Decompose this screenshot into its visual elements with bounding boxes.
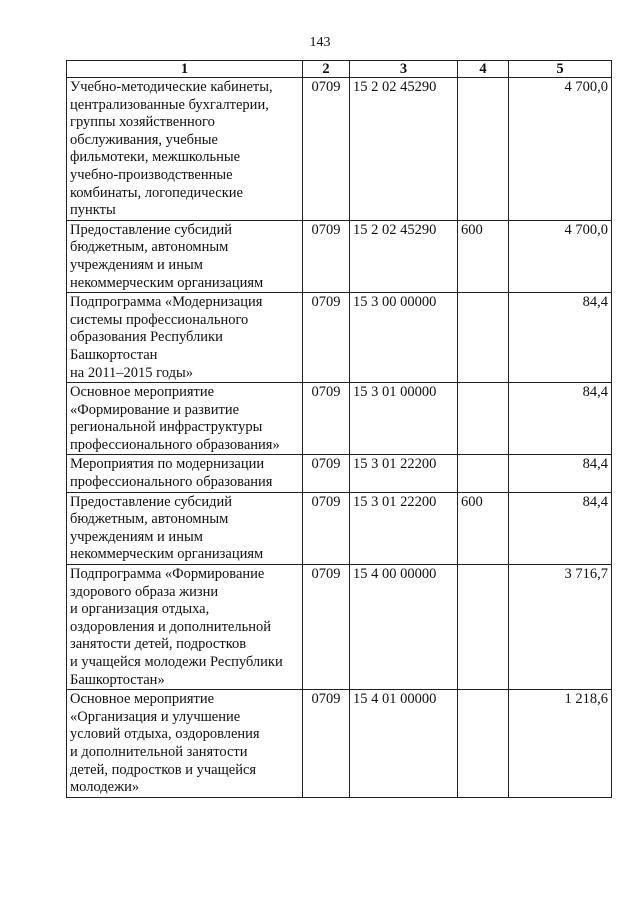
row-name-line: детей, подростков и учащейся bbox=[70, 761, 257, 778]
row-name-line: некоммерческим организациям bbox=[70, 274, 264, 291]
row-code-cell: 15 2 02 45290 bbox=[350, 220, 458, 292]
row-name-line: группы хозяйственного bbox=[70, 114, 215, 131]
row-name-line: занятости детей, подростков bbox=[70, 636, 247, 653]
row-name-line: некоммерческим организациям bbox=[70, 546, 264, 563]
table-row bbox=[67, 293, 612, 383]
header-cell-3: 3 bbox=[350, 61, 458, 78]
row-type-cell bbox=[458, 690, 509, 798]
row-name-cell bbox=[67, 690, 303, 798]
row-code-cell: 15 4 00 00000 bbox=[350, 565, 458, 690]
row-name-line: региональной инфраструктуры bbox=[70, 419, 263, 436]
header-cell-5: 5 bbox=[509, 61, 612, 78]
row-section-cell: 0709 bbox=[303, 455, 350, 492]
header-cell-2: 2 bbox=[303, 61, 350, 78]
row-name-line: «Организация и улучшение bbox=[70, 708, 241, 725]
row-amount-cell: 4 700,0 bbox=[509, 220, 612, 292]
row-amount-cell: 4 700,0 bbox=[509, 78, 612, 221]
row-code-cell: 15 3 00 00000 bbox=[350, 293, 458, 383]
row-section-cell: 0709 bbox=[303, 383, 350, 455]
table-row bbox=[67, 565, 612, 690]
row-code-cell: 15 2 02 45290 bbox=[350, 78, 458, 221]
row-name-line: образования Республики bbox=[70, 329, 223, 346]
row-name-line: Мероприятия по модернизации bbox=[70, 456, 265, 473]
row-name-line: системы профессионального bbox=[70, 311, 249, 328]
row-type-cell bbox=[458, 78, 509, 221]
row-name-line: Башкортостан bbox=[70, 346, 158, 363]
row-section-cell: 0709 bbox=[303, 78, 350, 221]
row-name-line: Основное мероприятие bbox=[70, 691, 215, 708]
row-name-cell bbox=[67, 383, 303, 455]
row-code-cell: 15 3 01 00000 bbox=[350, 383, 458, 455]
row-name-line: учреждениям и иным bbox=[70, 256, 203, 273]
row-name-line: комбинаты, логопедические bbox=[70, 184, 243, 201]
row-name-line: условий отдыха, оздоровления bbox=[70, 726, 260, 743]
row-name-cell bbox=[67, 293, 303, 383]
table-row bbox=[67, 220, 612, 292]
row-name-line: профессионального образования» bbox=[70, 436, 280, 453]
row-amount-cell: 84,4 bbox=[509, 383, 612, 455]
row-type-cell bbox=[458, 455, 509, 492]
row-name-cell bbox=[67, 78, 303, 221]
row-code-cell: 15 4 01 00000 bbox=[350, 690, 458, 798]
row-amount-cell: 3 716,7 bbox=[509, 565, 612, 690]
row-section-cell: 0709 bbox=[303, 565, 350, 690]
row-code-cell: 15 3 01 22200 bbox=[350, 455, 458, 492]
row-name-line: учебно-производственные bbox=[70, 166, 233, 183]
row-section-cell: 0709 bbox=[303, 293, 350, 383]
row-name-cell bbox=[67, 492, 303, 564]
row-name-line: профессионального образования bbox=[70, 474, 273, 491]
budget-table bbox=[66, 60, 612, 798]
row-type-cell bbox=[458, 565, 509, 690]
row-name-line: обслуживания, учебные bbox=[70, 131, 218, 148]
row-name-line: учреждениям и иным bbox=[70, 528, 203, 545]
row-name-line: Учебно-методические кабинеты, bbox=[70, 79, 273, 95]
row-name-cell bbox=[67, 220, 303, 292]
row-name-line: Предоставление субсидий bbox=[70, 221, 233, 238]
row-name-line: и дополнительной занятости bbox=[70, 743, 248, 760]
row-section-cell: 0709 bbox=[303, 690, 350, 798]
row-name-cell bbox=[67, 565, 303, 690]
table-row bbox=[67, 492, 612, 564]
row-section-cell: 0709 bbox=[303, 220, 350, 292]
row-code-cell: 15 3 01 22200 bbox=[350, 492, 458, 564]
row-name-line: и организация отдыха, bbox=[70, 601, 210, 618]
row-name-line: и учащейся молодежи Республики bbox=[70, 654, 283, 670]
row-name-line: Башкортостан» bbox=[70, 671, 165, 688]
header-cell-1: 1 bbox=[67, 61, 303, 78]
row-name-line: Подпрограмма «Формирование bbox=[70, 566, 265, 583]
header-cell-4: 4 bbox=[458, 61, 509, 78]
row-name-line: фильмотеки, межшкольные bbox=[70, 149, 241, 166]
row-section-cell: 0709 bbox=[303, 492, 350, 564]
table-row bbox=[67, 690, 612, 798]
row-type-cell: 600 bbox=[458, 492, 509, 564]
row-name-line: Основное мероприятие bbox=[70, 384, 215, 401]
page-number: 143 bbox=[309, 35, 331, 50]
row-name-line: оздоровления и дополнительной bbox=[70, 618, 271, 635]
row-name-line: Подпрограмма «Модернизация bbox=[70, 294, 263, 311]
row-type-cell: 600 bbox=[458, 220, 509, 292]
header-row bbox=[67, 61, 612, 78]
row-name-line: молодежи» bbox=[70, 779, 140, 796]
row-name-line: Предоставление субсидий bbox=[70, 493, 233, 510]
row-name-line: централизованные бухгалтерии, bbox=[70, 96, 269, 113]
table-body bbox=[67, 78, 612, 798]
row-amount-cell: 84,4 bbox=[509, 293, 612, 383]
row-type-cell bbox=[458, 383, 509, 455]
table-row bbox=[67, 78, 612, 221]
row-name-line: «Формирование и развитие bbox=[70, 401, 240, 418]
row-name-line: здорового образа жизни bbox=[70, 583, 219, 600]
row-amount-cell: 84,4 bbox=[509, 455, 612, 492]
row-amount-cell: 84,4 bbox=[509, 492, 612, 564]
table-row bbox=[67, 383, 612, 455]
row-amount-cell: 1 218,6 bbox=[509, 690, 612, 798]
row-name-cell bbox=[67, 455, 303, 492]
row-type-cell bbox=[458, 293, 509, 383]
table-row bbox=[67, 455, 612, 492]
row-name-line: пункты bbox=[70, 202, 116, 219]
row-name-line: бюджетным, автономным bbox=[70, 511, 229, 528]
row-name-line: бюджетным, автономным bbox=[70, 239, 229, 256]
row-name-line: на 2011–2015 годы» bbox=[70, 364, 193, 381]
